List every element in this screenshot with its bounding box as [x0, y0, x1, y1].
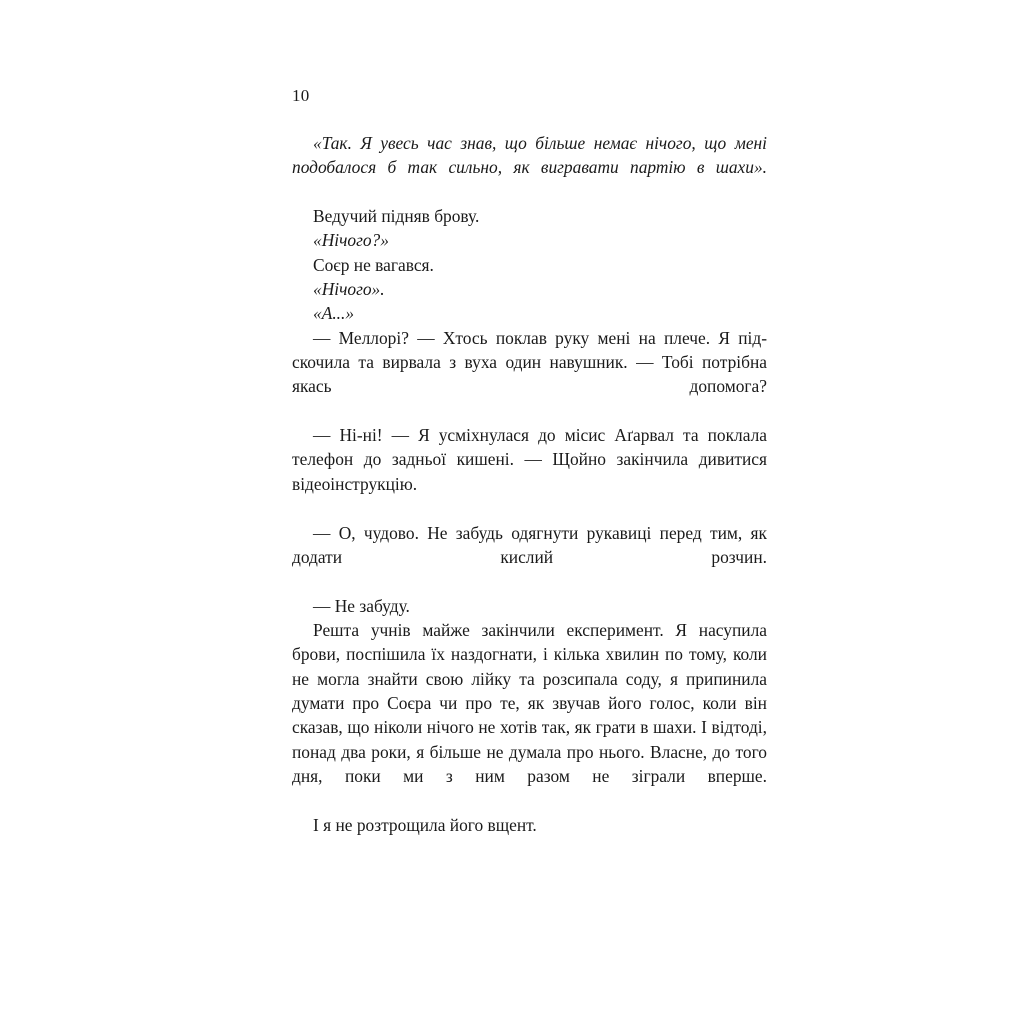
paragraph-dialogue-mallory: — Меллорі? — Хтось поклав руку мені на плече. Я підскочила та вирвала з вуха один навушник. — Тобі потрібна якась допомога?: [292, 327, 767, 397]
paragraph-closing-line: І я не розтрощила його вщент.: [313, 814, 537, 835]
page-text-block: [292, 131, 767, 837]
paragraph-quote-nothing-question: «Нічого?»: [313, 230, 389, 251]
paragraph-quote-opening: «Так. Я увесь час знав, що більше немає нічого, що мені подобалося б так сильно, як вигравати партію в шахи».: [292, 133, 767, 178]
paragraph-quote-nothing: «Нічого».: [313, 279, 385, 300]
paragraph-quote-ah: «А...»: [313, 303, 355, 324]
paragraph-dialogue-gloves: — О, чудово. Не забудь одягнути рукавиці перед тим, як додати кислий розчин.: [292, 522, 767, 567]
paragraph-soyer-no-hesitation: Соєр не вагався.: [313, 254, 434, 275]
paragraph-dialogue-nini: — Ні-ні! — Я усміхнулася до місис Аґарвал та поклала телефон до задньої кишені. — Щойно закінчила дивитися відеоінструкцію.: [292, 425, 767, 494]
paragraph-host-raised-brow: Ведучий підняв брову.: [313, 206, 480, 227]
paragraph-rest-of-students: Решта учнів майже закінчили експеримент. Я насупила брови, поспішила їх наздогнати, і кілька хвилин по тому, коли не могла знайти свою лійку та розсипала соду, я припинила думати про Соєра чи про те, як звучав його голос, коли він сказав, що ніколи нічого не хотів так, як грати в шахи. І відтоді, понад два роки, я більше не думала про нього. Власне, до того дня, поки ми з ним разом не зіграли вперше.: [292, 619, 767, 786]
page-number: 10: [292, 86, 310, 105]
paragraph-dialogue-wont-forget: — Не забуду.: [313, 595, 410, 616]
